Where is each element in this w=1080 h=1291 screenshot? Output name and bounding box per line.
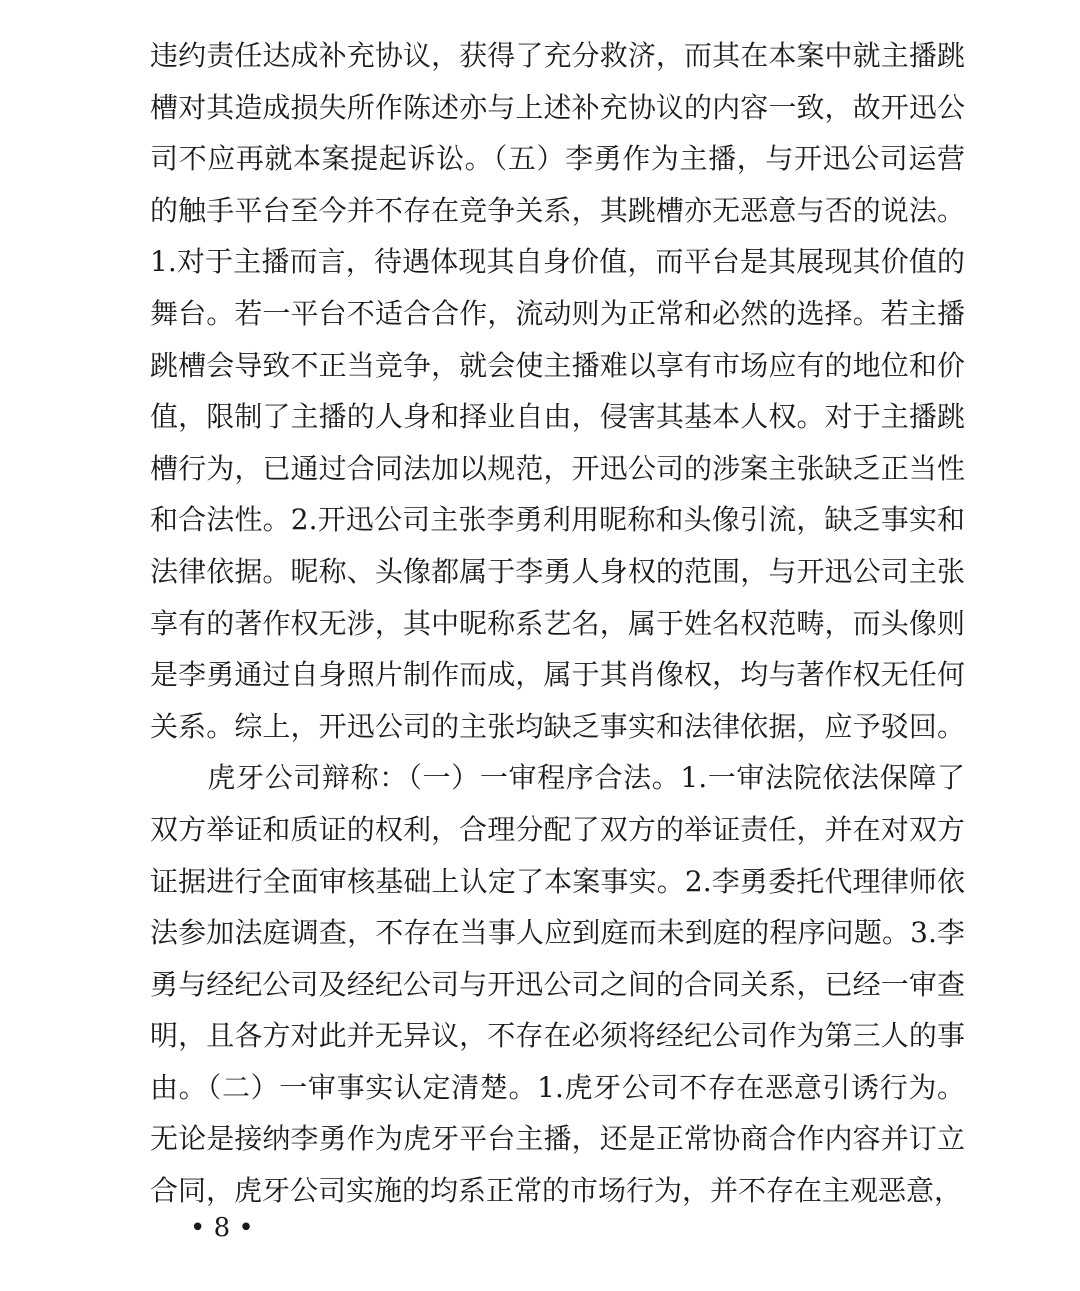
text-line: 槽对其造成损失所作陈述亦与上述补充协议的内容一致，故开迅公 [150,90,965,124]
body-text [150,30,965,1217]
text-line: 勇与经纪公司及经纪公司与开迅公司之间的合同关系，已经一审查 [150,967,965,1001]
text-line: 槽行为，已通过合同法加以规范，开迅公司的涉案主张缺乏正当性 [150,451,965,485]
text-line: 合同，虎牙公司实施的均系正常的市场行为，并不存在主观恶意， [150,1174,963,1208]
text-line: 司不应再就本案提起诉讼。（五）李勇作为主播，与开迅公司运营 [150,142,965,176]
text-line: 违约责任达成补充协议，获得了充分救济，而其在本案中就主播跳 [150,39,965,72]
page-number: • 8 • [190,1213,254,1243]
text-line: 1.对于主播而言，待遇体现其自身价值，而平台是其展现其价值的 [150,245,965,279]
text-line: 跳槽会导致不正当竞争，就会使主播难以享有市场应有的地位和价 [150,348,965,382]
text-line: 是李勇通过自身照片制作而成，属于其肖像权，均与著作权无任何 [150,658,965,692]
text-line: 双方举证和质证的权利，合理分配了双方的举证责任，并在对双方 [150,812,965,846]
text-line: 虎牙公司辩称：（一）一审程序合法。1.一审法院依法保障了 [150,761,965,795]
text-line: 和合法性。2.开迅公司主张李勇利用昵称和头像引流，缺乏事实和 [150,503,965,537]
text-line: 的触手平台至今并不存在竞争关系，其跳槽亦无恶意与否的说法。 [150,193,965,227]
text-line: 无论是接纳李勇作为虎牙平台主播，还是正常协商合作内容并订立 [150,1122,965,1156]
text-line: 值，限制了主播的人身和择业自由，侵害其基本人权。对于主播跳 [150,400,965,434]
text-line: 明，且各方对此并无异议，不存在必须将经纪公司作为第三人的事 [150,1019,965,1053]
text-line: 证据进行全面审核基础上认定了本案事实。2.李勇委托代理律师依 [150,864,965,898]
text-line: 由。（二）一审事实认定清楚。1.虎牙公司不存在恶意引诱行为。 [150,1070,965,1104]
text-line: 法律依据。昵称、头像都属于李勇人身权的范围，与开迅公司主张 [150,554,965,588]
text-line: 舞台。若一平台不适合合作，流动则为正常和必然的选择。若主播 [150,296,965,330]
text-line: 享有的著作权无涉，其中昵称系艺名，属于姓名权范畴，而头像则 [150,606,965,640]
text-line: 法参加法庭调查，不存在当事人应到庭而未到庭的程序问题。3.李 [150,916,965,950]
text-line: 关系。综上，开迅公司的主张均缺乏事实和法律依据，应予驳回。 [150,709,965,743]
